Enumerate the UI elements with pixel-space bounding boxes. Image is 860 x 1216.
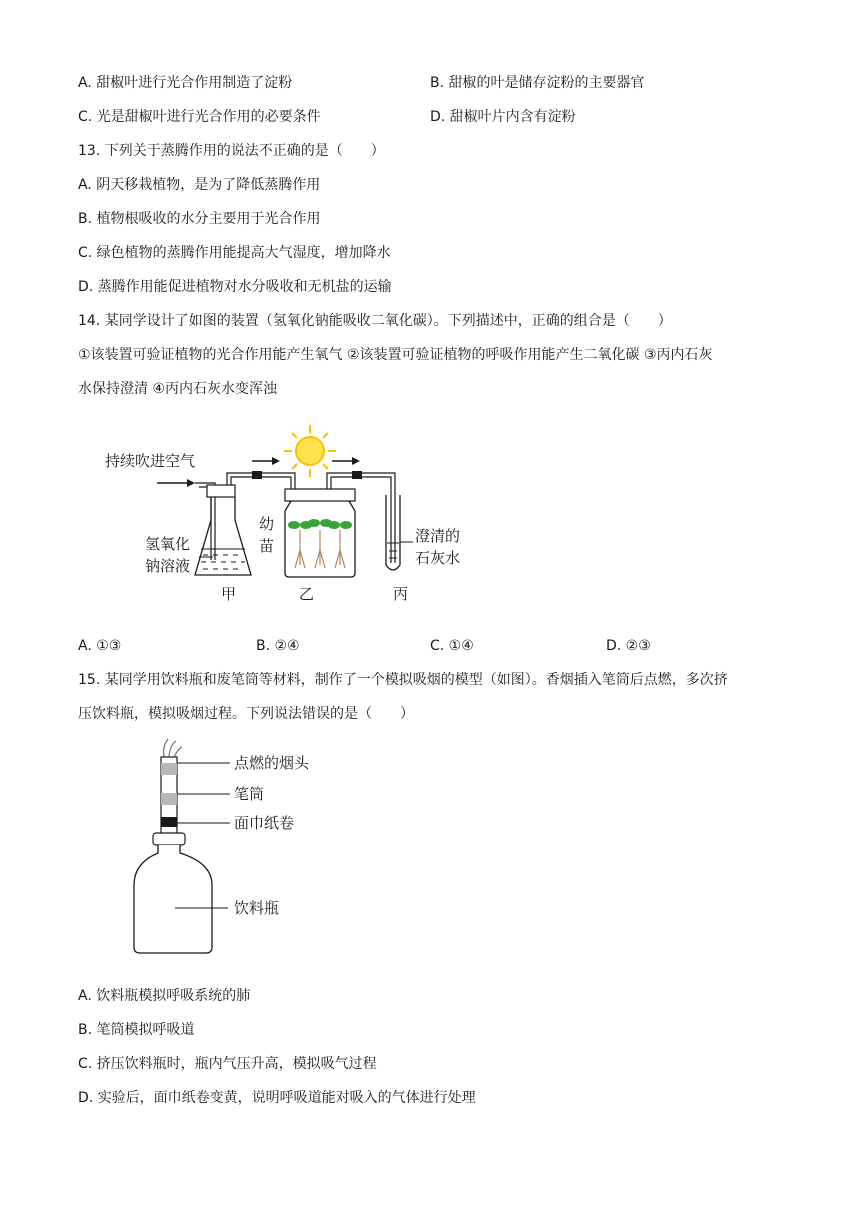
q14-option-c: C. ①④: [430, 638, 474, 654]
q14-option-a: A. ①③: [78, 638, 122, 654]
bottle: [134, 845, 212, 953]
sun-icon: [284, 425, 336, 477]
q15-option-b: B. 笔筒模拟呼吸道: [78, 1022, 195, 1038]
label-lime-2: 石灰水: [415, 549, 461, 567]
pen-tube: [161, 757, 177, 835]
label-pen-tube: 笔筒: [234, 785, 265, 803]
q15-stem-line1: 15. 某同学用饮料瓶和废笔筒等材料，制作了一个模拟吸烟的模型（如图）。香烟插入笔筒后点燃，多次挤: [78, 672, 728, 688]
label-yi: 乙: [299, 585, 315, 603]
flask-jia: [195, 485, 251, 575]
label-naoh-1: 氢氧化: [145, 535, 191, 553]
q14-statements-line2: 水保持澄清 ④丙内石灰水变浑浊: [78, 381, 278, 397]
q13-option-b: B. 植物根吸收的水分主要用于光合作用: [78, 211, 321, 227]
label-cigarette: 点燃的烟头: [234, 754, 310, 772]
test-tube-bing: [386, 495, 400, 570]
air-arrow-head: [187, 479, 195, 487]
q12-option-c: C. 光是甜椒叶进行光合作用的必要条件: [78, 109, 321, 125]
q14-option-d: D. ②③: [606, 638, 651, 654]
q13-stem: 13. 下列关于蒸腾作用的说法不正确的是（ ）: [78, 143, 385, 159]
q15-option-a: A. 饮料瓶模拟呼吸系统的肺: [78, 988, 251, 1004]
q12-option-b: B. 甜椒的叶是储存淀粉的主要器官: [430, 75, 645, 91]
label-naoh-2: 钠溶液: [145, 557, 191, 575]
label-seedling-1: 幼: [259, 515, 275, 533]
label-tissue-roll: 面巾纸卷: [234, 814, 295, 832]
q13-option-d: D. 蒸腾作用能促进植物对水分吸收和无机盐的运输: [78, 279, 392, 295]
smoke: [164, 739, 183, 757]
label-seedling-2: 苗: [259, 537, 275, 555]
label-lime-1: 澄清的: [415, 527, 461, 545]
q14-option-b: B. ②④: [256, 638, 300, 654]
tube-yi-bing: [327, 473, 395, 563]
q14-stem: 14. 某同学设计了如图的装置（氢氧化钠能吸收二氧化碳）。下列描述中，正确的组合是（ ）: [78, 313, 672, 329]
q12-option-d: D. 甜椒叶片内含有淀粉: [430, 109, 576, 125]
label-bottle: 饮料瓶: [234, 899, 280, 917]
bottle-cap: [153, 833, 185, 845]
q14-apparatus-figure: [95, 425, 475, 610]
seedlings: [288, 519, 352, 568]
q12-option-a: A. 甜椒叶进行光合作用制造了淀粉: [78, 75, 293, 91]
label-air: 持续吹进空气: [105, 452, 196, 470]
q15-smoking-model-figure: [120, 735, 350, 960]
q15-option-c: C. 挤压饮料瓶时，瓶内气压升高，模拟吸气过程: [78, 1056, 377, 1072]
label-jia: 甲: [221, 585, 237, 603]
q13-option-c: C. 绿色植物的蒸腾作用能提高大气湿度，增加降水: [78, 245, 391, 261]
label-bing: 丙: [393, 585, 409, 603]
q15-stem-line2: 压饮料瓶，模拟吸烟过程。下列说法错误的是（ ）: [78, 706, 414, 722]
q13-option-a: A. 阴天移栽植物，是为了降低蒸腾作用: [78, 177, 321, 193]
q14-statements-line1: ①该装置可验证植物的光合作用能产生氧气 ②该装置可验证植物的呼吸作用能产生二氧化碳 ③丙内石灰: [78, 347, 713, 363]
q15-option-d: D. 实验后，面巾纸卷变黄，说明呼吸道能对吸入的气体进行处理: [78, 1090, 476, 1106]
